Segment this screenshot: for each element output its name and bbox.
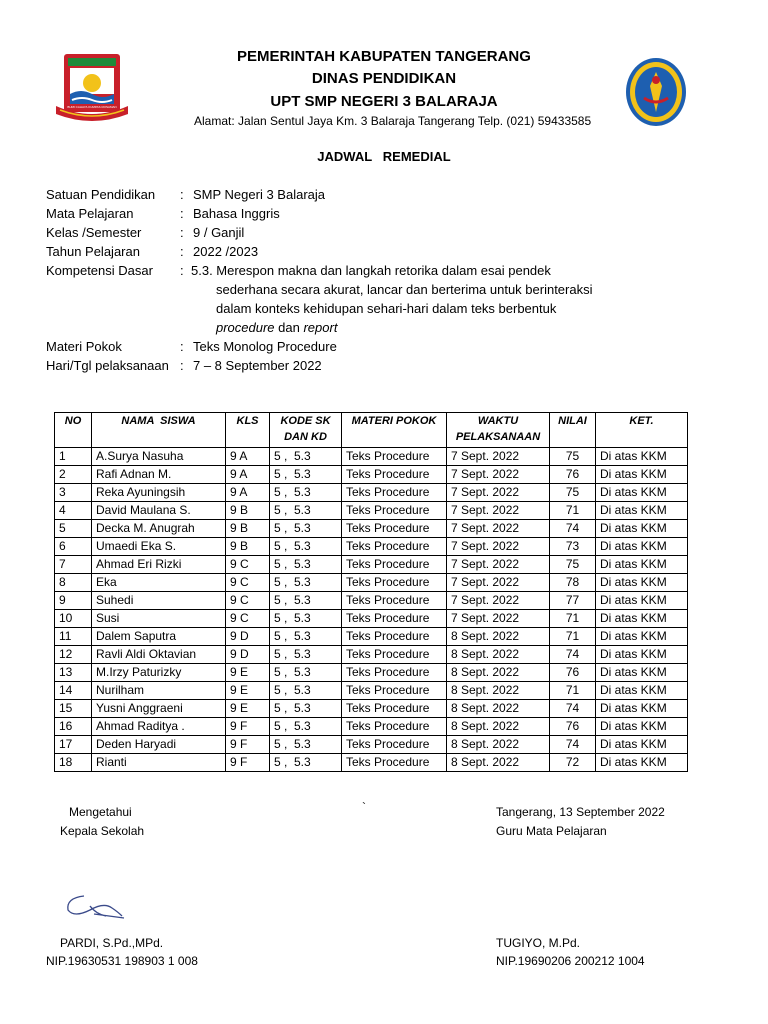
table-row <box>55 556 688 574</box>
info-colon: : <box>180 358 184 373</box>
cell-waktu: 8 Sept. 2022 <box>447 682 550 700</box>
cell-nama: Reka Ayuningsih <box>92 484 226 502</box>
column-header-kode: KODE SK DAN KD <box>270 413 342 448</box>
cell-ket: Di atas KKM <box>596 466 688 484</box>
cell-waktu: 8 Sept. 2022 <box>447 754 550 772</box>
table-row <box>55 682 688 700</box>
cell-no: 4 <box>55 502 92 520</box>
cell-materi: Teks Procedure <box>342 556 447 574</box>
table-body <box>55 448 688 772</box>
cell-ket: Di atas KKM <box>596 592 688 610</box>
table-row <box>55 592 688 610</box>
cell-ket: Di atas KKM <box>596 700 688 718</box>
cell-materi: Teks Procedure <box>342 628 447 646</box>
table-row <box>55 718 688 736</box>
cell-materi: Teks Procedure <box>342 718 447 736</box>
cell-kode: 5 , 5.3 <box>270 502 342 520</box>
cell-ket: Di atas KKM <box>596 610 688 628</box>
cell-waktu: 8 Sept. 2022 <box>447 646 550 664</box>
cell-materi: Teks Procedure <box>342 448 447 466</box>
cell-ket: Di atas KKM <box>596 682 688 700</box>
cell-no: 2 <box>55 466 92 484</box>
cell-kode: 5 , 5.3 <box>270 466 342 484</box>
info-value: SMP Negeri 3 Balaraja <box>193 187 325 202</box>
info-colon: : <box>180 225 184 240</box>
info-value: 9 / Ganjil <box>193 225 245 240</box>
cell-kode: 5 , 5.3 <box>270 646 342 664</box>
cell-waktu: 7 Sept. 2022 <box>447 448 550 466</box>
info-colon: : <box>180 339 184 354</box>
cell-nama: M.Irzy Paturizky <box>92 664 226 682</box>
cell-kls: 9 A <box>226 466 270 484</box>
cell-nilai: 75 <box>550 448 596 466</box>
cell-kode: 5 , 5.3 <box>270 628 342 646</box>
cell-nilai: 75 <box>550 484 596 502</box>
principal-signature <box>60 888 130 924</box>
kd-conjunction: dan <box>274 320 304 335</box>
cell-waktu: 7 Sept. 2022 <box>447 538 550 556</box>
cell-nilai: 75 <box>550 556 596 574</box>
cell-kls: 9 F <box>226 736 270 754</box>
middle-mark: ` <box>362 800 366 814</box>
info-label: Hari/Tgl pelaksanaan <box>46 358 169 373</box>
cell-kode: 5 , 5.3 <box>270 682 342 700</box>
cell-nilai: 73 <box>550 538 596 556</box>
cell-nilai: 78 <box>550 574 596 592</box>
cell-materi: Teks Procedure <box>342 502 447 520</box>
cell-nilai: 74 <box>550 520 596 538</box>
info-label: Kelas /Semester <box>46 225 142 240</box>
cell-no: 7 <box>55 556 92 574</box>
document-title: JADWAL REMEDIAL <box>317 149 451 164</box>
column-header-nilai: NILAI <box>550 413 596 448</box>
cell-nilai: 77 <box>550 592 596 610</box>
cell-nama: Deden Haryadi <box>92 736 226 754</box>
school-emblem-logo <box>624 56 688 128</box>
remedial-schedule-table <box>54 412 688 772</box>
info-value: 5.3. Merespon makna dan langkah retorika dalam esai pendek <box>191 263 551 278</box>
cell-kls: 9 F <box>226 754 270 772</box>
cell-no: 5 <box>55 520 92 538</box>
cell-materi: Teks Procedure <box>342 664 447 682</box>
cell-nama: Umaedi Eka S. <box>92 538 226 556</box>
cell-no: 15 <box>55 700 92 718</box>
cell-no: 14 <box>55 682 92 700</box>
cell-materi: Teks Procedure <box>342 700 447 718</box>
cell-waktu: 7 Sept. 2022 <box>447 520 550 538</box>
cell-waktu: 8 Sept. 2022 <box>447 736 550 754</box>
cell-kode: 5 , 5.3 <box>270 736 342 754</box>
cell-kode: 5 , 5.3 <box>270 448 342 466</box>
table-row <box>55 574 688 592</box>
kd-line-2: sederhana secara akurat, lancar dan berterima untuk berinteraksi <box>216 282 593 297</box>
kd-line-3: dalam konteks kehidupan sehari-hari dalam teks berbentuk <box>216 301 557 316</box>
cell-nilai: 76 <box>550 718 596 736</box>
cell-nama: Suhedi <box>92 592 226 610</box>
cell-nama: Susi <box>92 610 226 628</box>
table-row <box>55 502 688 520</box>
table-row <box>55 538 688 556</box>
cell-materi: Teks Procedure <box>342 736 447 754</box>
cell-no: 16 <box>55 718 92 736</box>
cell-no: 17 <box>55 736 92 754</box>
info-label: Materi Pokok <box>46 339 122 354</box>
cell-kode: 5 , 5.3 <box>270 718 342 736</box>
cell-nama: A.Surya Nasuha <box>92 448 226 466</box>
cell-nama: Rianti <box>92 754 226 772</box>
cell-kode: 5 , 5.3 <box>270 700 342 718</box>
cell-kls: 9 C <box>226 574 270 592</box>
cell-no: 18 <box>55 754 92 772</box>
info-colon: : <box>180 187 184 202</box>
table-row <box>55 484 688 502</box>
info-label: Mata Pelajaran <box>46 206 134 221</box>
info-label: Satuan Pendidikan <box>46 187 156 202</box>
header-school-name: UPT SMP NEGERI 3 BALARAJA <box>270 93 498 110</box>
cell-kls: 9 C <box>226 592 270 610</box>
cell-kls: 9 B <box>226 538 270 556</box>
info-label: Tahun Pelajaran <box>46 244 140 259</box>
cell-ket: Di atas KKM <box>596 520 688 538</box>
cell-materi: Teks Procedure <box>342 682 447 700</box>
cell-kls: 9 B <box>226 520 270 538</box>
cell-materi: Teks Procedure <box>342 754 447 772</box>
cell-no: 8 <box>55 574 92 592</box>
info-value: 7 – 8 September 2022 <box>193 358 322 373</box>
column-header-waktu: WAKTU PELAKSANAAN <box>447 413 550 448</box>
cell-waktu: 7 Sept. 2022 <box>447 610 550 628</box>
info-value: Teks Monolog Procedure <box>193 339 337 354</box>
cell-nama: Eka <box>92 574 226 592</box>
cell-ket: Di atas KKM <box>596 502 688 520</box>
cell-waktu: 7 Sept. 2022 <box>447 574 550 592</box>
info-colon: : <box>180 263 184 278</box>
kd-procedure-word: procedure <box>216 320 275 335</box>
cell-waktu: 8 Sept. 2022 <box>447 628 550 646</box>
info-value: 2022 /2023 <box>193 244 259 259</box>
table-row <box>55 664 688 682</box>
kabupaten-logo-motto: BUMI CAHAYA KUMPAS ROSAMAN <box>67 105 117 109</box>
cell-kls: 9 E <box>226 682 270 700</box>
cell-nilai: 71 <box>550 502 596 520</box>
cell-waktu: 7 Sept. 2022 <box>447 502 550 520</box>
left-name: PARDI, S.Pd.,MPd. <box>60 936 164 950</box>
cell-waktu: 8 Sept. 2022 <box>447 718 550 736</box>
cell-waktu: 7 Sept. 2022 <box>447 484 550 502</box>
cell-ket: Di atas KKM <box>596 736 688 754</box>
cell-nama: Ahmad Eri Rizki <box>92 556 226 574</box>
cell-kode: 5 , 5.3 <box>270 574 342 592</box>
kd-report-word: report <box>303 320 338 335</box>
right-place-date: Tangerang, 13 September 2022 <box>496 805 665 819</box>
table-row <box>55 736 688 754</box>
cell-nilai: 74 <box>550 700 596 718</box>
header-government-name: PEMERINTAH KABUPATEN TANGERANG <box>237 48 531 65</box>
cell-kls: 9 C <box>226 556 270 574</box>
cell-ket: Di atas KKM <box>596 754 688 772</box>
cell-ket: Di atas KKM <box>596 448 688 466</box>
column-header-ket: KET. <box>596 413 688 448</box>
cell-waktu: 7 Sept. 2022 <box>447 556 550 574</box>
cell-materi: Teks Procedure <box>342 484 447 502</box>
right-position: Guru Mata Pelajaran <box>496 824 607 838</box>
right-nip: NIP.19690206 200212 1004 <box>496 954 645 968</box>
cell-no: 1 <box>55 448 92 466</box>
cell-materi: Teks Procedure <box>342 520 447 538</box>
cell-ket: Di atas KKM <box>596 538 688 556</box>
cell-no: 9 <box>55 592 92 610</box>
cell-kls: 9 B <box>226 502 270 520</box>
left-acknowledgement: Mengetahui <box>69 805 132 819</box>
cell-materi: Teks Procedure <box>342 646 447 664</box>
table-header-row <box>55 413 688 448</box>
header-address: Alamat: Jalan Sentul Jaya Km. 3 Balaraja Tangerang Telp. (021) 59433585 <box>194 114 592 128</box>
table-row <box>55 646 688 664</box>
cell-kode: 5 , 5.3 <box>270 754 342 772</box>
cell-kls: 9 D <box>226 646 270 664</box>
kd-line-4 <box>216 318 337 337</box>
cell-waktu: 7 Sept. 2022 <box>447 466 550 484</box>
table-row <box>55 610 688 628</box>
cell-no: 10 <box>55 610 92 628</box>
cell-nama: David Maulana S. <box>92 502 226 520</box>
cell-nilai: 74 <box>550 736 596 754</box>
cell-kode: 5 , 5.3 <box>270 610 342 628</box>
cell-kls: 9 D <box>226 628 270 646</box>
table-row <box>55 520 688 538</box>
cell-ket: Di atas KKM <box>596 646 688 664</box>
cell-materi: Teks Procedure <box>342 538 447 556</box>
cell-no: 13 <box>55 664 92 682</box>
table-row <box>55 754 688 772</box>
cell-kls: 9 E <box>226 664 270 682</box>
cell-kls: 9 E <box>226 700 270 718</box>
cell-nama: Nurilham <box>92 682 226 700</box>
cell-nilai: 72 <box>550 754 596 772</box>
cell-ket: Di atas KKM <box>596 574 688 592</box>
left-nip: NIP.19630531 198903 1 008 <box>46 954 198 968</box>
cell-kode: 5 , 5.3 <box>270 484 342 502</box>
cell-no: 3 <box>55 484 92 502</box>
cell-nama: Ravli Aldi Oktavian <box>92 646 226 664</box>
cell-kls: 9 C <box>226 610 270 628</box>
column-header-kls: KLS <box>226 413 270 448</box>
right-name: TUGIYO, M.Pd. <box>496 936 581 950</box>
cell-materi: Teks Procedure <box>342 466 447 484</box>
cell-kls: 9 A <box>226 448 270 466</box>
cell-nilai: 71 <box>550 628 596 646</box>
cell-kode: 5 , 5.3 <box>270 520 342 538</box>
cell-ket: Di atas KKM <box>596 664 688 682</box>
cell-nilai: 76 <box>550 664 596 682</box>
cell-materi: Teks Procedure <box>342 592 447 610</box>
cell-waktu: 8 Sept. 2022 <box>447 664 550 682</box>
cell-no: 12 <box>55 646 92 664</box>
header-department-name: DINAS PENDIDIKAN <box>311 70 457 87</box>
table-row <box>55 628 688 646</box>
cell-nilai: 74 <box>550 646 596 664</box>
cell-nama: Dalem Saputra <box>92 628 226 646</box>
cell-kode: 5 , 5.3 <box>270 556 342 574</box>
cell-waktu: 8 Sept. 2022 <box>447 700 550 718</box>
cell-nilai: 76 <box>550 466 596 484</box>
info-colon: : <box>180 206 184 221</box>
table-row <box>55 700 688 718</box>
cell-nama: Yusni Anggraeni <box>92 700 226 718</box>
cell-materi: Teks Procedure <box>342 610 447 628</box>
cell-waktu: 7 Sept. 2022 <box>447 592 550 610</box>
cell-no: 6 <box>55 538 92 556</box>
cell-nama: Decka M. Anugrah <box>92 520 226 538</box>
cell-ket: Di atas KKM <box>596 484 688 502</box>
column-header-materi: MATERI POKOK <box>342 413 447 448</box>
cell-ket: Di atas KKM <box>596 556 688 574</box>
cell-kode: 5 , 5.3 <box>270 538 342 556</box>
cell-nama: Ahmad Raditya . <box>92 718 226 736</box>
cell-nama: Rafi Adnan M. <box>92 466 226 484</box>
cell-no: 11 <box>55 628 92 646</box>
info-colon: : <box>180 244 184 259</box>
cell-kode: 5 , 5.3 <box>270 592 342 610</box>
cell-ket: Di atas KKM <box>596 718 688 736</box>
info-value: Bahasa Inggris <box>193 206 280 221</box>
column-header-no: NO <box>55 413 92 448</box>
cell-kls: 9 F <box>226 718 270 736</box>
cell-nilai: 71 <box>550 682 596 700</box>
column-header-nama: NAMA SISWA <box>92 413 226 448</box>
cell-kls: 9 A <box>226 484 270 502</box>
table-row <box>55 448 688 466</box>
cell-materi: Teks Procedure <box>342 574 447 592</box>
cell-nilai: 71 <box>550 610 596 628</box>
left-position: Kepala Sekolah <box>60 824 145 838</box>
cell-ket: Di atas KKM <box>596 628 688 646</box>
info-label: Kompetensi Dasar <box>46 263 153 278</box>
table-row <box>55 466 688 484</box>
cell-kode: 5 , 5.3 <box>270 664 342 682</box>
